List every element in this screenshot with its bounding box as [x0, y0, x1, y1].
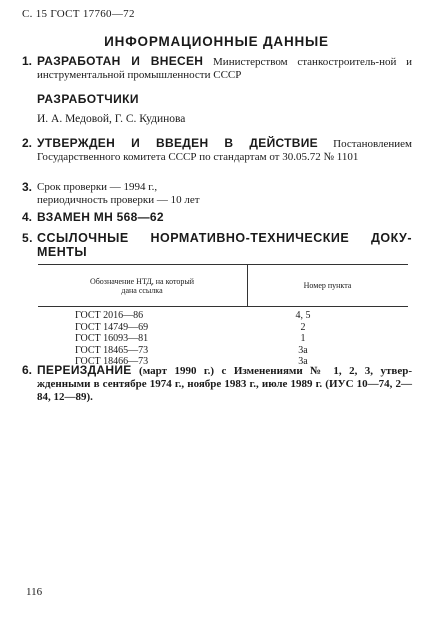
refs-word: ДОКУ- — [370, 231, 412, 245]
review-deadline: Срок проверки — 1994 г., — [37, 181, 158, 193]
table-row — [75, 322, 395, 334]
item-approved — [22, 137, 412, 164]
header-line: дана ссылка — [121, 286, 163, 295]
table-header-ntd — [42, 277, 242, 295]
item-number: 5. — [22, 231, 34, 245]
table-header-clause: Номер пункта — [303, 281, 352, 290]
item-text: (март 1990 г.) с Изменениями № 1, 2, 3, утвер-жденными в сентябре 1974 г., ноябре 1983 г., июле 1989 г. (ИУС 10—74, 2—84, 12—89). — [37, 365, 412, 403]
ntd-designation: ГОСТ 18465—73 — [75, 344, 149, 356]
item-replaces — [22, 211, 412, 225]
item-text: Министерством станкостроитель-ной и инструментальной промышленности СССР — [37, 56, 412, 81]
page-header: С. 15 ГОСТ 17760—72 — [22, 8, 135, 20]
item-reference-documents — [22, 231, 412, 259]
table-row — [75, 333, 395, 345]
developers-heading: РАЗРАБОТЧИКИ — [37, 92, 139, 106]
developers-names: И. А. Медовой, Г. С. Кудинова — [37, 113, 186, 125]
item-body — [37, 211, 412, 225]
ntd-designation: ГОСТ 2016—86 — [75, 310, 144, 321]
table-column-divider — [247, 264, 248, 307]
table-header-rule — [38, 306, 408, 307]
item-text: Постановлением Государственного комитета СССР по стандартам от 30.05.72 № 1101 — [37, 138, 412, 163]
refs-heading-line1 — [37, 231, 412, 245]
item-reissue — [22, 364, 412, 404]
ntd-designation: ГОСТ 14749—69 — [75, 321, 149, 333]
clause-number: 3а — [298, 344, 308, 356]
item-review-period — [22, 181, 412, 207]
item-body — [37, 364, 412, 404]
item-lead: УТВЕРЖДЕН И ВВЕДЕН В ДЕЙСТВИЕ — [37, 136, 318, 150]
table-row — [75, 310, 395, 322]
item-number: 2. — [22, 136, 33, 150]
item-number: 1. — [22, 54, 33, 68]
item-lead: ПЕРЕИЗДАНИЕ — [37, 363, 132, 377]
item-number: 3. — [22, 180, 33, 194]
item-number: 4. — [22, 210, 33, 224]
refs-word: НОРМАТИВНО-ТЕХНИЧЕСКИЕ — [150, 231, 350, 245]
clause-number: 1 — [300, 333, 306, 344]
ntd-designation: ГОСТ 18466—73 — [75, 356, 149, 367]
clause-number: 2 — [300, 321, 306, 333]
ntd-designation: ГОСТ 16093—81 — [75, 333, 149, 344]
refs-heading-line2: МЕНТЫ — [37, 245, 88, 259]
item-lead: РАЗРАБОТАН И ВНЕСЕН — [37, 54, 204, 68]
clause-number: 4, 5 — [295, 310, 311, 321]
item-body — [37, 181, 412, 207]
table-top-rule — [38, 264, 408, 265]
review-frequency: периодичность проверки — 10 лет — [37, 194, 200, 206]
item-number: 6. — [22, 363, 33, 377]
table-body — [75, 310, 395, 368]
document-title: ИНФОРМАЦИОННЫЕ ДАННЫЕ — [104, 34, 329, 49]
item-body — [37, 137, 412, 164]
item-body — [37, 55, 412, 82]
table-row — [75, 345, 395, 357]
page-number: 116 — [26, 586, 43, 598]
clause-number: 3а — [298, 356, 308, 367]
item-developed-by — [22, 55, 412, 82]
refs-word: ССЫЛОЧНЫЕ — [37, 231, 129, 245]
item-lead: ВЗАМЕН МН 568—62 — [37, 210, 164, 224]
header-line: Обозначение НТД, на который — [89, 277, 195, 286]
